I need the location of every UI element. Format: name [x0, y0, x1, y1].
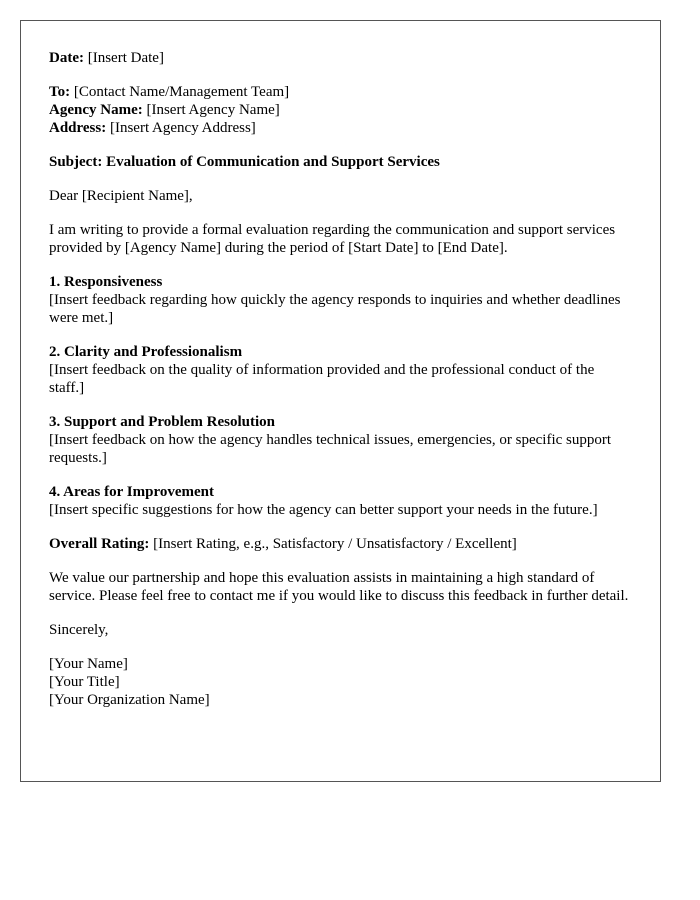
section-clarity: 2. Clarity and Professionalism [Insert feedback on the quality of information provided and the professional conduct of the staff.] — [49, 344, 595, 396]
overall-rating: Overall Rating: [Insert Rating, e.g., Satisfactory / Unsatisfactory / Excellent] — [49, 536, 517, 552]
section-support: 3. Support and Problem Resolution [Insert feedback on how the agency handles technical issues, emergencies, or specific support requests.] — [49, 414, 612, 466]
section-responsiveness: 1. Responsiveness [Insert feedback regarding how quickly the agency responds to inquiries and whether deadlines were met.] — [49, 274, 621, 326]
section-improvement: 4. Areas for Improvement [Insert specific suggestions for how the agency can better support your needs in the future.] — [49, 484, 598, 518]
signature-block: [Your Name] [Your Title] [Your Organization Name] — [49, 656, 210, 708]
signoff: Sincerely, — [49, 622, 109, 638]
letter — [20, 20, 661, 782]
closing-paragraph: We value our partnership and hope this evaluation assists in maintaining a high standard of service. Please feel free to contact me if you would like to discuss this feedback in further detail. — [49, 570, 629, 604]
salutation: Dear [Recipient Name], — [49, 188, 193, 204]
date-line: Date: [Insert Date] — [49, 50, 164, 66]
subject-line: Subject: Evaluation of Communication and Support Services — [49, 154, 440, 170]
intro-paragraph: I am writing to provide a formal evaluation regarding the communication and support services provided by [Agency Name] during the period of [Start Date] to [End Date]. — [49, 222, 616, 256]
recipient-block: To: [Contact Name/Management Team] Agency Name: [Insert Agency Name] Address: [Insert Agency Address] — [49, 84, 290, 136]
